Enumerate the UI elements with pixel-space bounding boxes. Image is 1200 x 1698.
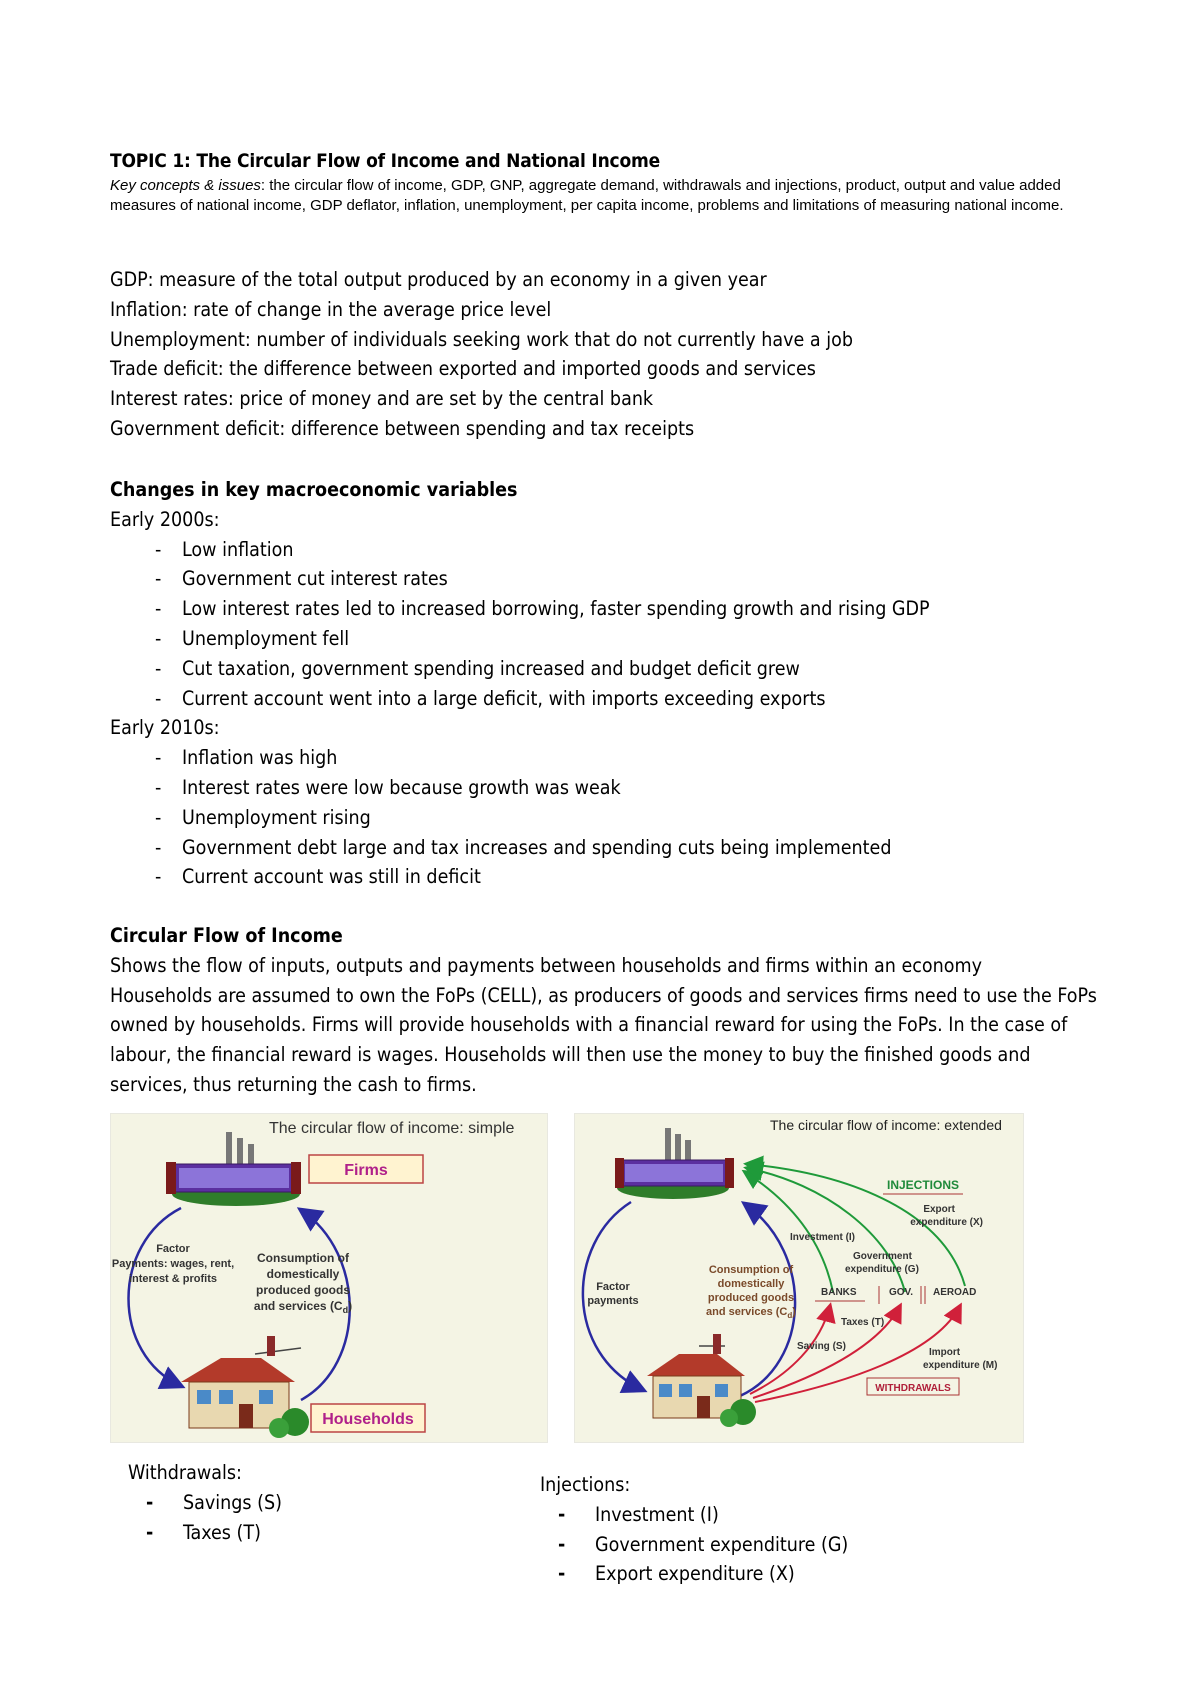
abroad-label: AEROAD (933, 1287, 977, 1298)
definitions-list (110, 265, 853, 444)
house-icon (181, 1336, 309, 1438)
consumption-label-3: produced goods (707, 1292, 795, 1304)
firms-label: Firms (344, 1162, 388, 1179)
list-item: - Investment (I) (540, 1500, 848, 1530)
factory-icon (166, 1132, 301, 1206)
definition-interest-rates: Interest rates: price of money and are set by the central bank (110, 387, 654, 411)
list-item: - Low interest rates led to increased borrowing, faster spending growth and rising GDP (110, 594, 930, 624)
list-item: - Savings (S) (128, 1488, 282, 1518)
page-title: TOPIC 1: The Circular Flow of Income and National Income (110, 150, 661, 172)
simple-circular-flow-diagram (110, 1113, 548, 1443)
list-item: - Cut taxation, government spending increased and budget deficit grew (110, 654, 930, 684)
import-label-2: expenditure (M) (923, 1360, 998, 1371)
factor-label-1: Factor (156, 1243, 190, 1255)
consumption-label-2: domestically (266, 1267, 340, 1281)
export-label-2: expenditure (X) (910, 1217, 983, 1228)
factor-label-2: payments (587, 1295, 639, 1307)
list-item: - Unemployment fell (110, 624, 930, 654)
circular-flow-intro: Shows the flow of inputs, outputs and payments between households and firms within an economy (110, 953, 982, 977)
consumption-label-4: and services $(C_d)$ (253, 1299, 353, 1315)
factor-label-2: Payments: wages, rent, (111, 1258, 235, 1270)
extended-circular-flow-diagram (574, 1113, 1024, 1443)
injections-list (540, 1470, 848, 1589)
withdrawals-heading: Withdrawals: (128, 1461, 242, 1484)
list-item: - Export expenditure (X) (540, 1559, 848, 1589)
definition-government-deficit: Government deficit: difference between spending and tax receipts (110, 416, 695, 440)
list-item: - Government debt large and tax increases and spending cuts being implemented (110, 833, 930, 863)
house-icon (647, 1334, 756, 1427)
withdrawals-list (128, 1458, 282, 1547)
key-concepts (110, 176, 1090, 216)
list-item: - Current account went into a large deficit, with imports exceeding exports (110, 684, 930, 714)
government-label-1: Government (853, 1251, 912, 1262)
injections-label: INJECTIONS (887, 1178, 960, 1192)
circular-flow-section (110, 921, 1110, 1100)
consumption-label-1: Consumption of (708, 1264, 794, 1276)
consumption-label-2: domestically (717, 1278, 785, 1290)
banks-label: BANKS (821, 1287, 857, 1298)
extended-diagram-title: The circular flow of income: extended (770, 1117, 1002, 1133)
withdrawals-label: WITHDRAWALS (875, 1383, 951, 1394)
list-item: - Interest rates were low because growth was weak (110, 773, 930, 803)
early-2000s-label: Early 2000s: (110, 507, 220, 531)
circular-flow-paragraph: Households are assumed to own the FoPs (CELL), as producers of goods and services firms need to use the FoPs owned by households. Firms will provide households with a financial reward for using the FoPs. In the case of labour, the financial reward is wages. Households will then use the money to buy the finished goods and services, thus returning the cash to firms. (110, 983, 1097, 1096)
investment-label: Investment (I) (790, 1232, 856, 1243)
list-item: - Low inflation (110, 535, 930, 565)
definition-trade-deficit: Trade deficit: the difference between exported and imported goods and services (110, 357, 816, 381)
list-item: - Inflation was high (110, 743, 930, 773)
definition-gdp: GDP: measure of the total output produced by an economy in a given year (110, 268, 767, 291)
extended-diagram-svg (575, 1114, 1023, 1442)
key-concepts-text: : the circular flow of income, GDP, GNP, aggregate demand, withdrawals and injections, product, output and value added measures of national income, GDP deflator, inflation, unemployment, per capita income, problems and limitations of measuring national income. (110, 177, 1064, 214)
export-label-1: Export (923, 1204, 955, 1215)
simple-diagram-svg (111, 1114, 547, 1442)
definition-inflation: Inflation: rate of change in the average price level (110, 297, 552, 321)
changes-heading: Changes in key macroeconomic variables (110, 478, 518, 501)
key-concepts-label: Key concepts & issues (110, 177, 261, 194)
households-label: Households (322, 1411, 414, 1428)
saving-label: Saving (S) (797, 1341, 846, 1352)
taxes-label: Taxes (T) (841, 1317, 885, 1328)
list-item: - Unemployment rising (110, 803, 930, 833)
factory-icon (615, 1128, 734, 1199)
factor-payments-arrow (129, 1208, 182, 1386)
list-item: - Government expenditure (G) (540, 1530, 848, 1560)
gov-box-label: GOV. (889, 1287, 914, 1298)
list-item: - Current account was still in deficit (110, 862, 930, 892)
list-item: - Government cut interest rates (110, 564, 930, 594)
simple-diagram-title: The circular flow of income: simple (269, 1120, 515, 1137)
government-label-2: expenditure (G) (845, 1264, 919, 1275)
factor-label-1: Factor (596, 1281, 630, 1293)
consumption-label-1: Consumption of (257, 1251, 349, 1265)
consumption-label-3: produced goods (256, 1283, 350, 1297)
early-2010s-label: Early 2010s: (110, 716, 220, 740)
consumption-label-4: and services $(C_d)$ (706, 1306, 796, 1320)
circular-flow-heading: Circular Flow of Income (110, 924, 343, 947)
definition-unemployment: Unemployment: number of individuals seeking work that do not currently have a job (110, 327, 853, 351)
changes-section (110, 475, 930, 892)
list-item: - Taxes (T) (128, 1518, 282, 1548)
import-label-1: Import (929, 1347, 961, 1358)
factor-label-3: interest & profits (128, 1273, 218, 1285)
injections-heading: Injections: (540, 1473, 631, 1496)
